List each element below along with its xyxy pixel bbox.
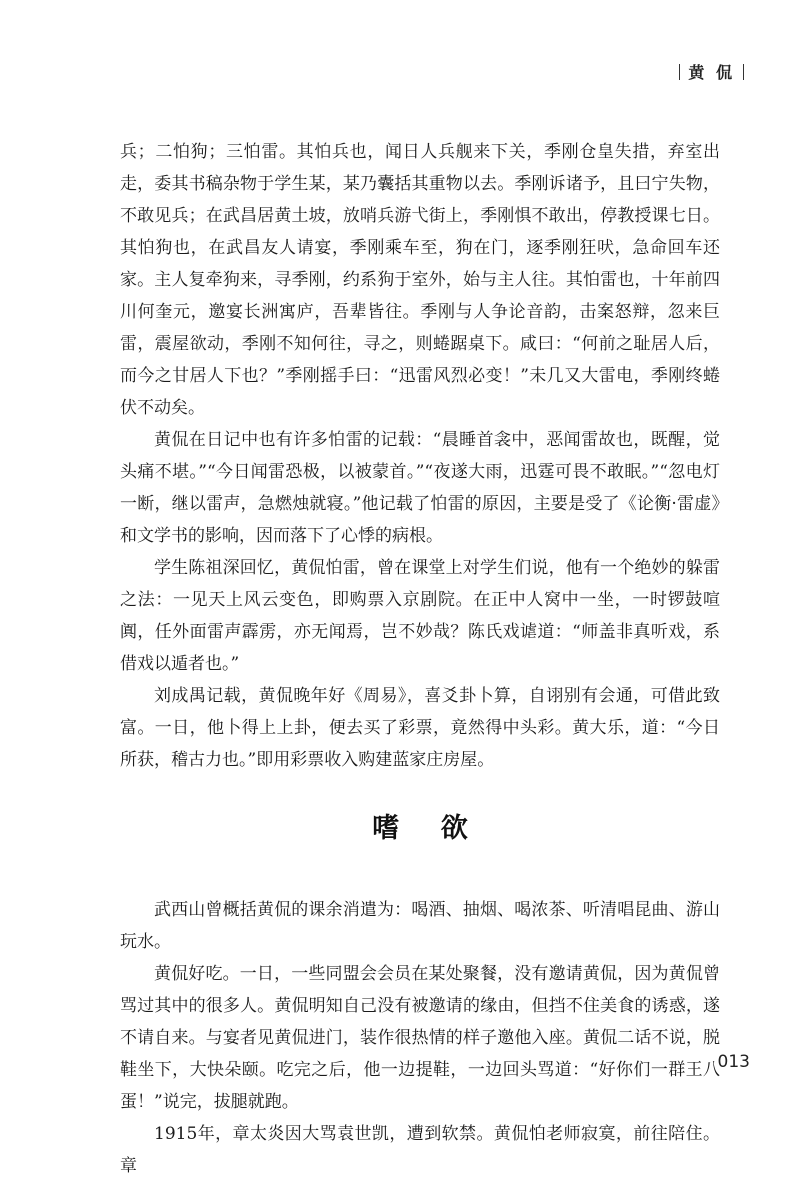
paragraph-lottery: 刘成禺记载，黄侃晚年好《周易》，喜爻卦卜算，自诩别有会通，可借此致富。一日，他卜得上上卦，便去买了彩票，竟然得中头彩。黄大乐，道：“今日所获，稽古力也。”即用彩票收入购建蓝家庄房屋。 bbox=[120, 686, 720, 770]
page-number: 013 bbox=[717, 1052, 750, 1072]
paragraph-hobbies: 武西山曾概括黄侃的课余消遣为：喝酒、抽烟、喝浓茶、听清唱昆曲、游山玩水。 bbox=[120, 900, 720, 952]
paragraph-dinner: 黄侃好吃。一日，一些同盟会会员在某处聚餐，没有邀请黄侃，因为黄侃曾骂过其中的很多人。黄侃明知自己没有被邀请的缘由，但挡不住美食的诱惑，遂不请自来。与宴者见黄侃进门，装作很热情的样子邀他入座。黄侃二话不说，脱鞋坐下，大快朵颐。吃完之后，他一边提鞋，一边回头骂道：“好你们一群王八蛋！”说完，拔腿就跑。 bbox=[120, 964, 720, 1112]
paragraph-thunder-diary: 黄侃在日记中也有许多怕雷的记载：“晨睡首衾中，恶闻雷故也，既醒，觉头痛不堪。”“今日闻雷恐极，以被蒙首。”“夜遂大雨，迅霆可畏不敢眠。”“忽电灯一断，继以雷声，急燃烛就寝。”他记载了怕雷的原因，主要是受了《论衡·雷虚》和文学书的影响，因而落下了心悸的病根。 bbox=[120, 430, 720, 546]
paragraph-1915: 1915年，章太炎因大骂袁世凯，遭到软禁。黄侃怕老师寂寞，前往陪住。章 bbox=[120, 1124, 720, 1176]
page-body bbox=[120, 136, 720, 1182]
paragraph-thunder-opera: 学生陈祖深回忆，黄侃怕雷，曾在课堂上对学生们说，他有一个绝妙的躲雷之法：一见天上风云变色，即购票入京剧院。在正中人窝中一坐，一时锣鼓喧阗，任外面雷声霹雳，亦无闻焉，岂不妙哉？陈氏戏谑道：“师盖非真听戏，系借戏以遁者也。” bbox=[120, 558, 720, 674]
header-right-bar bbox=[743, 64, 744, 80]
section-heading: 嗜 欲 bbox=[372, 813, 484, 844]
paragraph-continued: 兵；二怕狗；三怕雷。其怕兵也，闻日人兵舰来下关，季刚仓皇失措，弃室出走，委其书稿杂物于学生某，某乃囊括其重物以去。季刚诉诸予，且曰宁失物，不敢见兵；在武昌居黄土坡，放哨兵游弋街上，季刚惧不敢出，停教授课七日。其怕狗也，在武昌友人请宴，季刚乘车至，狗在门，逐季刚狂吠，急命回车还家。主人复牵狗来，寻季刚，约系狗于室外，始与主人往。其怕雷也，十年前四川何奎元，邀宴长洲寓庐，吾辈皆往。季刚与人争论音韵，击案怒辩，忽来巨雷，震屋欲动，季刚不知何往，寻之，则蜷踞桌下。咸曰：“何前之耻居人后，而今之甘居人下也？”季刚摇手曰：“迅雷风烈必变！”未几又大雷电，季刚终蜷伏不动矣。 bbox=[120, 142, 720, 418]
running-header bbox=[671, 60, 752, 83]
header-title: 黄 侃 bbox=[688, 63, 735, 82]
header-left-bar bbox=[679, 64, 680, 80]
section-body bbox=[120, 894, 720, 1182]
